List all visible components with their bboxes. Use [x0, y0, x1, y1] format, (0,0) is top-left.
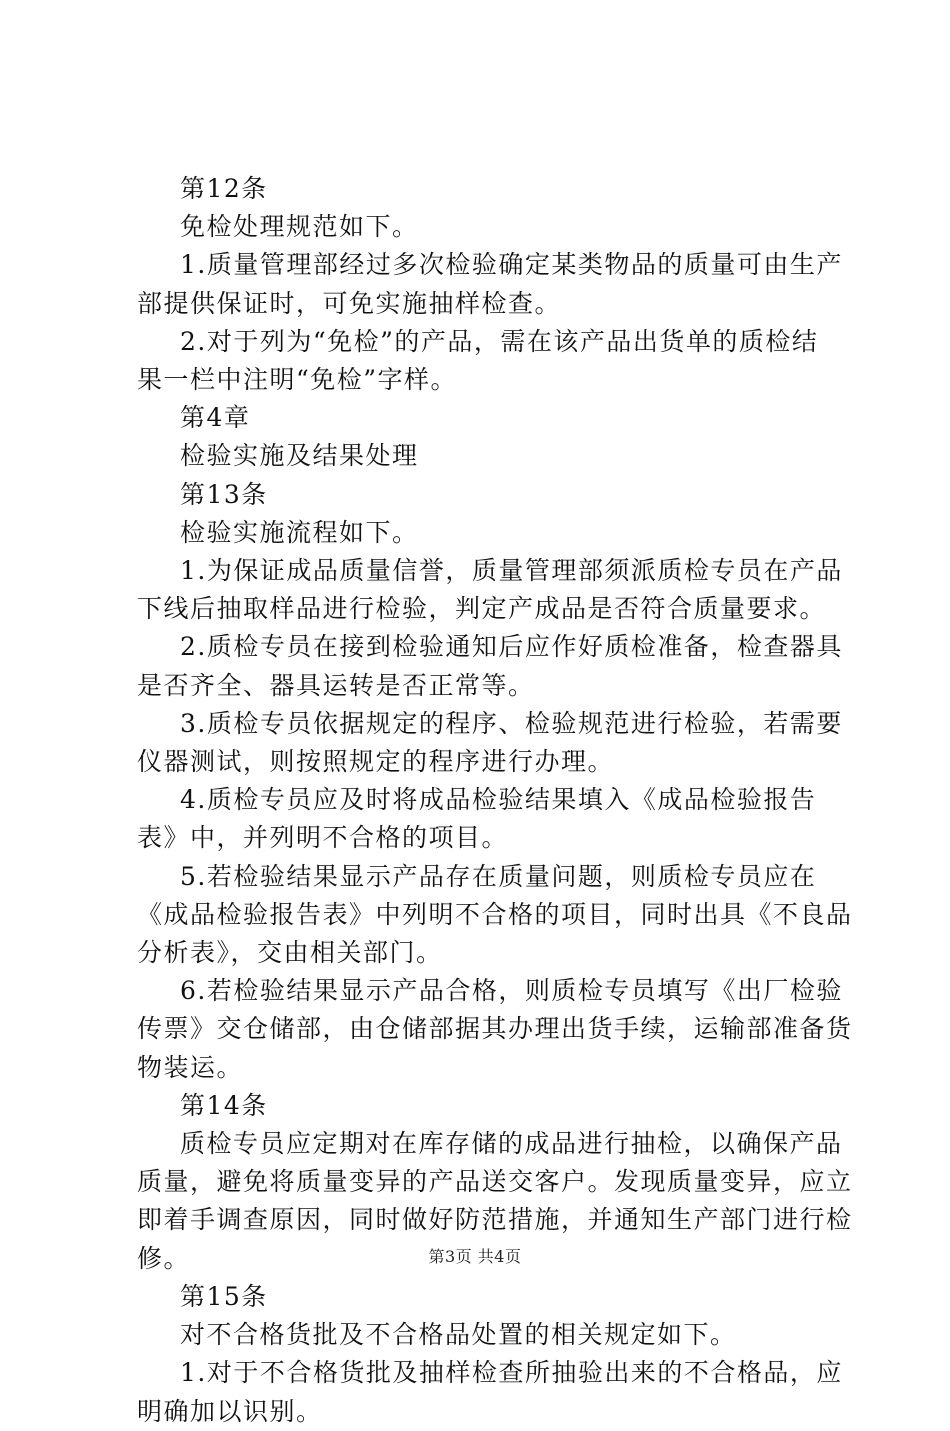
paragraph-line: 是否齐全、器具运转是否正常等。 — [137, 670, 535, 700]
article-heading: 第13条 — [180, 479, 268, 509]
paragraph-line: 下线后抽取样品进行检验，判定产成品是否符合质量要求。 — [137, 594, 827, 624]
paragraph-line: 5.若检验结果显示产品存在质量问题，则质检专员应在 — [180, 861, 817, 891]
paragraph-line: 传票》交仓储部，由仓储部据其办理出货手续，运输部准备货 — [137, 1014, 853, 1044]
paragraph-line: 质检专员应定期对在库存储的成品进行抽检，以确保产品 — [180, 1129, 843, 1159]
paragraph-line: 即着手调查原因，同时做好防范措施，并通知生产部门进行检 — [137, 1205, 853, 1235]
paragraph-line: 明确加以识别。 — [137, 1396, 323, 1426]
chapter-title: 检验实施及结果处理 — [180, 441, 419, 471]
page-footer: 第3页 共4页 — [428, 1247, 522, 1266]
document-body — [137, 170, 853, 1431]
article-heading: 第12条 — [180, 174, 268, 203]
chapter-heading: 第4章 — [180, 403, 251, 433]
paragraph-line: 3.质检专员依据规定的程序、检验规范进行检验，若需要 — [180, 708, 843, 738]
paragraph-line: 6.若检验结果显示产品合格，则质检专员填写《出厂检验 — [180, 976, 843, 1006]
paragraph-line: 1.质量管理部经过多次检验确定某类物品的质量可由生产 — [180, 250, 843, 280]
paragraph-line: 免检处理规范如下。 — [180, 212, 419, 242]
paragraph-line: 2.质检专员在接到检验通知后应作好质检准备，检查器具 — [180, 632, 843, 662]
paragraph-line: 《成品检验报告表》中列明不合格的项目，同时出具《不良品 — [137, 899, 853, 929]
paragraph-line: 仪器测试，则按照规定的程序进行办理。 — [137, 747, 615, 777]
paragraph-line: 部提供保证时，可免实施抽样检查。 — [137, 288, 562, 318]
paragraph-line: 果一栏中注明“免检”字样。 — [137, 365, 458, 395]
article-heading: 第15条 — [180, 1281, 268, 1311]
paragraph-line: 1.为保证成品质量信誉，质量管理部须派质检专员在产品 — [180, 556, 843, 586]
paragraph-line: 表》中，并列明不合格的项目。 — [137, 823, 509, 853]
paragraph-line: 质量，避免将质量变异的产品送交客户。发现质量变异，应立 — [137, 1167, 853, 1197]
paragraph-line: 物装运。 — [137, 1052, 244, 1082]
paragraph-line: 2.对于列为“免检”的产品，需在该产品出货单的质检结 — [180, 326, 819, 356]
article-heading: 第14条 — [180, 1090, 268, 1120]
paragraph-line: 对不合格货批及不合格品处置的相关规定如下。 — [180, 1320, 737, 1350]
paragraph-line: 分析表》，交由相关部门。 — [137, 938, 443, 968]
paragraph-line: 1.对于不合格货批及抽样检查所抽验出来的不合格品，应 — [180, 1358, 843, 1388]
paragraph-line: 4.质检专员应及时将成品检验结果填入《成品检验报告 — [180, 785, 817, 815]
paragraph-line: 修。 — [137, 1243, 191, 1273]
paragraph-line: 检验实施流程如下。 — [180, 517, 419, 547]
